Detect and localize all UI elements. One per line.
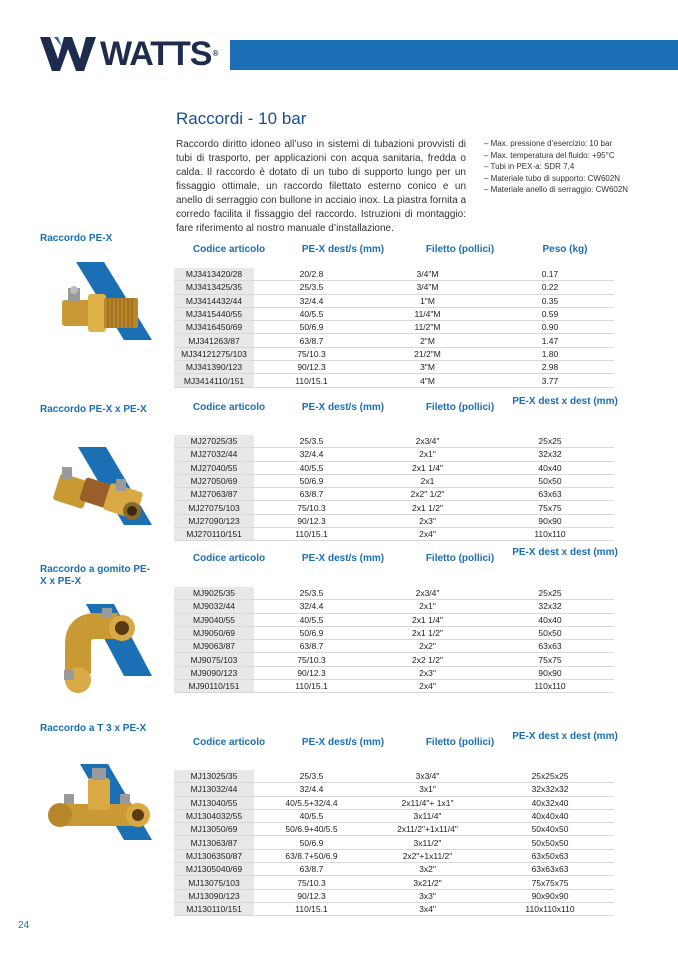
table-cell: 90/12.3 [254,361,369,374]
table-cell: 63/8.7 [254,334,369,347]
table-cell: 40/5.5 [254,461,369,474]
table-row [174,626,614,639]
table-cell: 63/8.7 [254,640,369,653]
table-row [174,680,614,693]
spec-item: – Max. pressione d’esercizio: 10 bar [484,139,613,148]
table-cell: MJ13050/69 [174,823,254,836]
column-header: PE-X dest x dest (mm) [512,731,618,742]
table-cell: 50/6.9 [254,321,369,334]
column-header: PE-X dest x dest (mm) [512,396,618,407]
table-cell: 0.90 [486,321,614,334]
table-cell: 110x110 [486,680,614,693]
product-table [174,268,614,388]
table-row [174,268,614,281]
fitting-image [48,764,158,859]
table-cell: 32/4.4 [254,783,369,796]
table-cell: 25x25 [486,587,614,600]
table-row [174,796,614,809]
column-header: PE-X dest/s (mm) [301,402,385,413]
table-cell: MJ27025/35 [174,435,254,448]
table-cell: MJ3414110/151 [174,374,254,387]
table-cell: 2x1 [369,474,486,487]
table-cell: 2x1" [369,600,486,613]
product-table [174,435,614,541]
table-cell: 3.77 [486,374,614,387]
spec-list [484,138,664,196]
table-cell: 0.17 [486,268,614,281]
table-cell: 1.80 [486,347,614,360]
table-cell: 90x90 [486,514,614,527]
table-cell: 110/15.1 [254,680,369,693]
column-header: Filetto (pollici) [425,402,495,413]
table-cell: 32x32x32 [486,783,614,796]
table-cell: MJ13025/35 [174,770,254,783]
table-cell: 75/10.3 [254,347,369,360]
table-row [174,321,614,334]
table-cell: 2x2 1/2" [369,653,486,666]
table-row [174,361,614,374]
table-cell: 32/4.4 [254,448,369,461]
table-row [174,448,614,461]
table-row [174,528,614,541]
table-cell: 25/3.5 [254,435,369,448]
column-header: Codice articolo [192,737,266,748]
table-cell: MJ3413425/35 [174,281,254,294]
table-cell: MJ3415440/55 [174,307,254,320]
table-cell: 20/2.8 [254,268,369,281]
table-cell: 25/3.5 [254,281,369,294]
product-table [174,587,614,693]
table-cell: 40/5.5 [254,809,369,822]
table-cell: MJ13075/103 [174,876,254,889]
table-row [174,281,614,294]
table-cell: MJ9050/69 [174,626,254,639]
table-cell: 50/6.9+40/5.5 [254,823,369,836]
table-cell: MJ3413420/28 [174,268,254,281]
table-cell: 0.35 [486,294,614,307]
table-cell: 63/8.7 [254,488,369,501]
brand-name: WATTS [100,35,212,73]
table-cell: 50x50x50 [486,836,614,849]
table-cell: MJ341263/87 [174,334,254,347]
table-cell: 3x3" [369,889,486,902]
table-cell: 50/6.9 [254,626,369,639]
column-header: Codice articolo [192,244,266,255]
table-cell: MJ130110/151 [174,902,254,915]
header-bar [230,40,678,70]
column-header: PE-X dest/s (mm) [301,244,385,255]
table-cell: MJ90110/151 [174,680,254,693]
table-cell: 63x50x63 [486,849,614,862]
table-cell: 75x75 [486,653,614,666]
table-cell: 2x2" 1/2" [369,488,486,501]
watts-w-icon [40,37,102,71]
table-cell: 2x1 1/2" [369,626,486,639]
table-cell: 90/12.3 [254,666,369,679]
table-cell: 40/5.5+32/4.4 [254,796,369,809]
table-row [174,374,614,387]
table-cell: MJ3414432/44 [174,294,254,307]
table-cell: MJ9025/35 [174,587,254,600]
section-title: Raccordo PE-X [40,233,113,244]
table-cell: 63/8.7+50/6.9 [254,849,369,862]
table-cell: MJ1304032/55 [174,809,254,822]
table-cell: 3x3/4" [369,770,486,783]
product-table [174,770,614,916]
table-cell: 75x75x75 [486,876,614,889]
table-row [174,653,614,666]
table-cell: MJ1306350/87 [174,849,254,862]
table-row [174,307,614,320]
table-cell: 25x25x25 [486,770,614,783]
table-cell: 32/4.4 [254,600,369,613]
table-cell: MJ27063/87 [174,488,254,501]
table-cell: 40/5.5 [254,307,369,320]
table-cell: 3x21/2" [369,876,486,889]
column-header: PE-X dest/s (mm) [301,553,385,564]
table-cell: 32x32 [486,448,614,461]
column-header: Filetto (pollici) [425,737,495,748]
table-cell: 3x4" [369,902,486,915]
table-cell: MJ1305040/69 [174,863,254,876]
table-cell: MJ9090/123 [174,666,254,679]
table-cell: 32x32 [486,600,614,613]
spec-item: – Tubi in PEX-a: SDR 7,4 [484,162,575,171]
section-title: Raccordo a T 3 x PE-X [40,723,147,734]
table-row [174,809,614,822]
table-cell: 2x4" [369,528,486,541]
table-cell: MJ9032/44 [174,600,254,613]
table-cell: 50x40x50 [486,823,614,836]
table-cell: 90x90x90 [486,889,614,902]
table-cell: MJ9063/87 [174,640,254,653]
fitting-image [48,604,158,699]
table-row [174,783,614,796]
column-header: Filetto (pollici) [425,553,495,564]
table-cell: 0.22 [486,281,614,294]
table-cell: MJ34121275/103 [174,347,254,360]
table-cell: 2x2" [369,640,486,653]
table-cell: MJ3416450/69 [174,321,254,334]
table-row [174,770,614,783]
table-cell: 25x25 [486,435,614,448]
table-row [174,836,614,849]
table-cell: 75/10.3 [254,653,369,666]
table-cell: 75/10.3 [254,501,369,514]
column-header: Codice articolo [192,402,266,413]
fitting-image [48,447,158,542]
table-row [174,863,614,876]
table-cell: MJ13032/44 [174,783,254,796]
table-cell: 40/5.5 [254,613,369,626]
table-cell: 2x2"+1x11/2" [369,849,486,862]
table-row [174,334,614,347]
table-cell: 63/8.7 [254,863,369,876]
fitting-image [48,262,158,357]
section-title: Raccordo a gomito PE-X x PE-X [40,564,151,587]
table-cell: 50/6.9 [254,474,369,487]
table-row [174,501,614,514]
table-cell: 75/10.3 [254,876,369,889]
table-row [174,587,614,600]
table-cell: 110/15.1 [254,374,369,387]
table-cell: 3x11/2" [369,836,486,849]
table-row [174,666,614,679]
table-cell: MJ27050/69 [174,474,254,487]
table-cell: 110/15.1 [254,902,369,915]
table-cell: 3"M [369,361,486,374]
table-cell: MJ13090/123 [174,889,254,902]
table-cell: 25/3.5 [254,770,369,783]
table-cell: MJ27032/44 [174,448,254,461]
table-cell: 1.47 [486,334,614,347]
table-cell: 2x1 1/4" [369,613,486,626]
table-cell: 25/3.5 [254,587,369,600]
table-cell: 21/2"M [369,347,486,360]
spec-item: – Max. temperatura del fluido: +95°C [484,150,615,160]
table-row [174,823,614,836]
table-cell: 11/4"M [369,307,486,320]
table-cell: 2x3/4" [369,587,486,600]
table-cell: MJ270110/151 [174,528,254,541]
table-cell: 75x75 [486,501,614,514]
table-cell: 3x11/4" [369,809,486,822]
table-cell: 40x40 [486,461,614,474]
table-cell: 40x40x40 [486,809,614,822]
table-cell: 63x63 [486,488,614,501]
table-cell: 2x4" [369,680,486,693]
table-cell: MJ13040/55 [174,796,254,809]
table-cell: 2x1" [369,448,486,461]
table-cell: 40x32x40 [486,796,614,809]
table-cell: 63x63 [486,640,614,653]
table-cell: MJ341390/123 [174,361,254,374]
page-title: Raccordi - 10 bar [176,109,307,128]
table-cell: 2x11/2"+1x11/4" [369,823,486,836]
table-row [174,461,614,474]
table-row [174,902,614,915]
spec-item: – Materiale tubo di supporto: CW602N [484,173,621,183]
table-cell: 3/4"M [369,268,486,281]
brand-reg-mark: ® [212,49,218,58]
table-row [174,613,614,626]
table-cell: 4"M [369,374,486,387]
table-row [174,435,614,448]
column-header: Codice articolo [192,553,266,564]
table-row [174,849,614,862]
watts-logo [40,36,217,72]
table-cell: 50x50 [486,626,614,639]
table-row [174,640,614,653]
table-cell: 3x2" [369,863,486,876]
table-cell: 90/12.3 [254,514,369,527]
table-cell: 2.98 [486,361,614,374]
table-cell: 50/6.9 [254,836,369,849]
table-cell: MJ27090/123 [174,514,254,527]
table-cell: 0.59 [486,307,614,320]
table-cell: 11/2"M [369,321,486,334]
table-cell: 90/12.3 [254,889,369,902]
table-cell: 40x40 [486,613,614,626]
column-header: Filetto (pollici) [425,244,495,255]
table-row [174,488,614,501]
table-cell: MJ9075/103 [174,653,254,666]
table-cell: 2x3" [369,514,486,527]
table-cell: 63x63x63 [486,863,614,876]
table-cell: 3x1" [369,783,486,796]
column-header: Peso (kg) [542,244,588,255]
table-cell: 2"M [369,334,486,347]
table-cell: 50x50 [486,474,614,487]
table-row [174,294,614,307]
table-cell: MJ13063/87 [174,836,254,849]
table-cell: 110x110x110 [486,902,614,915]
table-row [174,474,614,487]
table-cell: 2x11/4"+ 1x1" [369,796,486,809]
table-cell: 3/4"M [369,281,486,294]
table-cell: 110x110 [486,528,614,541]
table-cell: MJ27075/103 [174,501,254,514]
table-cell: MJ27040/55 [174,461,254,474]
table-row [174,514,614,527]
table-row [174,347,614,360]
table-cell: 32/4.4 [254,294,369,307]
table-cell: 2x1 1/4" [369,461,486,474]
table-cell: 1"M [369,294,486,307]
table-cell: MJ9040/55 [174,613,254,626]
table-row [174,876,614,889]
table-row [174,889,614,902]
table-row [174,600,614,613]
section-title: Raccordo PE-X x PE-X [40,404,147,415]
table-cell: 2x1 1/2" [369,501,486,514]
table-cell: 2x3/4" [369,435,486,448]
table-cell: 2x3" [369,666,486,679]
page-number: 24 [18,920,30,931]
intro-text: Raccordo diritto idoneo all’uso in sistemi di tubazioni provvisti di tubi di trasporto, per applicazioni con acqua sanitaria, fredda o calda. Il raccordo è dotato di un tubo di supporto lungo per un fissaggio ottimale, un raccordo filettato esterno conico e un anello di serraggio con bullone in acciaio inox. La piastra fornita a corredo facilita il fissaggio del raccordo. Istruzioni di montaggio: fare riferimento al nostro manuale d’installazione. [176,139,466,234]
column-header: PE-X dest x dest (mm) [512,547,618,558]
spec-item: – Materiale anello di serraggio: CW602N [484,185,629,194]
table-cell: 90x90 [486,666,614,679]
column-header: PE-X dest/s (mm) [301,737,385,748]
table-cell: 110/15.1 [254,528,369,541]
